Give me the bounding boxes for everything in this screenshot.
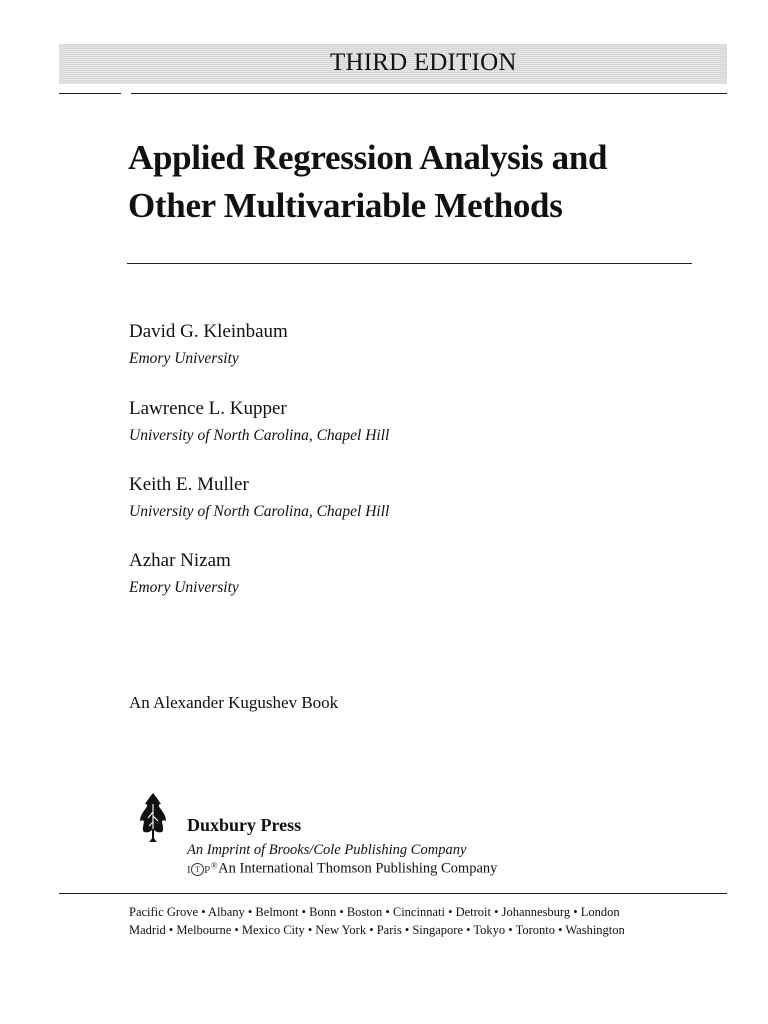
author-name: Azhar Nizam — [129, 550, 231, 571]
series-note: An Alexander Kugushev Book — [129, 693, 339, 712]
tree-logo-icon — [138, 792, 168, 844]
title-divider — [127, 263, 692, 264]
top-rule-right — [131, 93, 727, 94]
publisher-parent-line — [187, 860, 497, 878]
cities-line-2: Madrid • Melbourne • Mexico City • New York • Paris • Singapore • Tokyo • Toronto • Washington — [129, 923, 625, 937]
itp-logo-icon: I T P® — [187, 860, 219, 876]
author-affiliation: Emory University — [129, 579, 239, 596]
edition-label: THIRD EDITION — [330, 49, 517, 76]
author-affiliation: Emory University — [129, 350, 239, 367]
author-name: Keith E. Muller — [129, 474, 249, 495]
author-name: Lawrence L. Kupper — [129, 398, 287, 419]
top-rule-left — [59, 93, 121, 94]
book-title-line-2: Other Multivariable Methods — [128, 186, 563, 225]
publisher-imprint: An Imprint of Brooks/Cole Publishing Company — [187, 842, 467, 858]
author-block — [129, 398, 389, 446]
author-affiliation: University of North Carolina, Chapel Hill — [129, 427, 390, 444]
bottom-rule — [59, 893, 727, 894]
author-block — [129, 474, 389, 522]
book-title — [128, 134, 728, 230]
author-name: David G. Kleinbaum — [129, 321, 288, 342]
publisher-name: Duxbury Press — [187, 815, 302, 835]
author-affiliation: University of North Carolina, Chapel Hill — [129, 503, 390, 520]
publisher-parent: An International Thomson Publishing Company — [218, 860, 498, 877]
author-block — [129, 321, 288, 369]
book-title-line-1: Applied Regression Analysis and — [128, 138, 608, 177]
author-block — [129, 550, 239, 598]
cities-line-1: Pacific Grove • Albany • Belmont • Bonn • Boston • Cincinnati • Detroit • Johannesburg • London — [129, 905, 620, 919]
